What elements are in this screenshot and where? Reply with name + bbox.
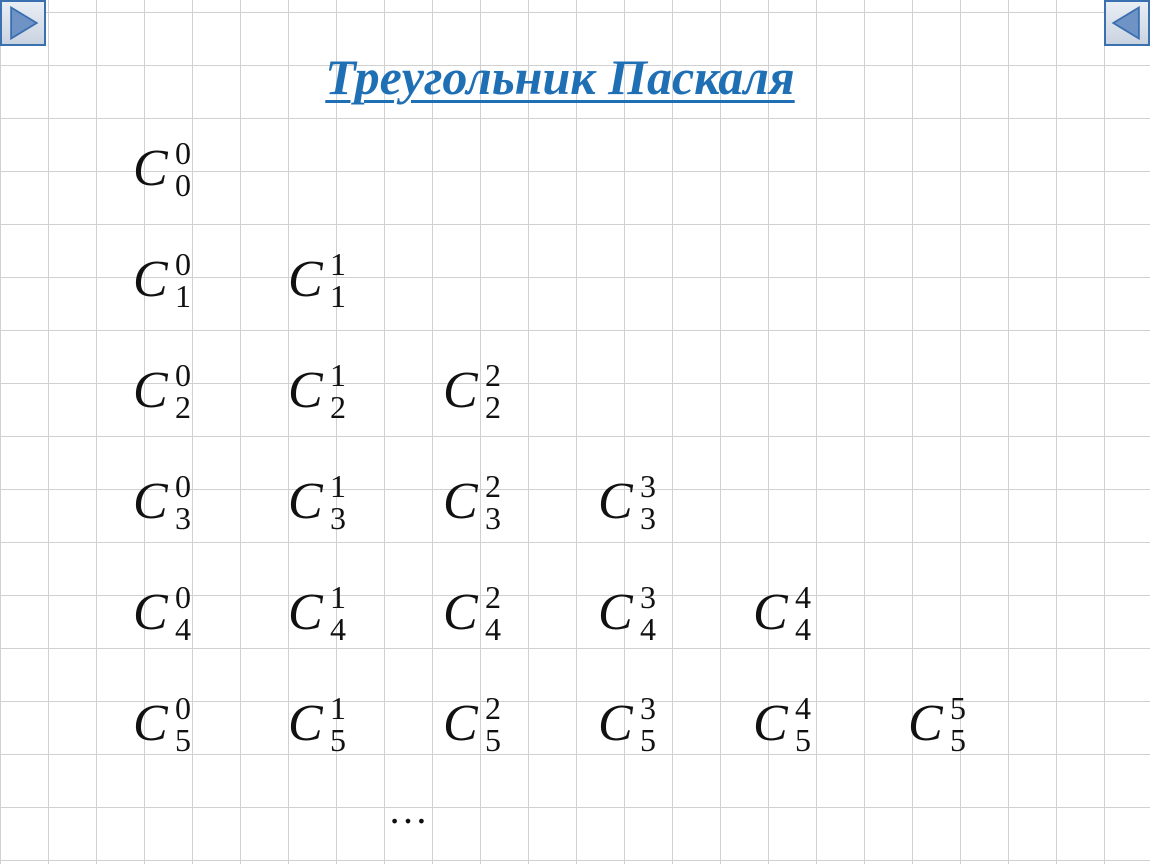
coefficient-superscript: 0 xyxy=(175,246,191,282)
coefficient-superscript: 0 xyxy=(175,579,191,615)
coefficient-letter: C xyxy=(133,695,168,752)
coefficient-letter: C xyxy=(133,140,168,197)
coefficient-superscript: 3 xyxy=(640,690,656,726)
binomial-coefficient xyxy=(133,135,223,223)
next-slide-button[interactable] xyxy=(0,0,46,46)
coefficient-subscript: 4 xyxy=(640,611,656,647)
coefficient-superscript: 2 xyxy=(485,468,501,504)
binomial-coefficient xyxy=(133,579,223,667)
coefficient-subscript: 4 xyxy=(330,611,346,647)
coefficient-subscript: 1 xyxy=(175,278,191,314)
binomial-coefficient xyxy=(133,468,223,556)
binomial-coefficient xyxy=(598,468,688,556)
coefficient-subscript: 2 xyxy=(330,389,346,425)
binomial-coefficient xyxy=(598,579,688,667)
coefficient-subscript: 0 xyxy=(175,167,191,203)
binomial-coefficient xyxy=(443,468,533,556)
coefficient-superscript: 0 xyxy=(175,135,191,171)
coefficient-letter: C xyxy=(598,584,633,641)
coefficient-subscript: 5 xyxy=(795,722,811,758)
binomial-coefficient xyxy=(133,246,223,334)
coefficient-superscript: 1 xyxy=(330,579,346,615)
binomial-coefficient xyxy=(443,579,533,667)
coefficient-superscript: 1 xyxy=(330,690,346,726)
binomial-coefficient xyxy=(443,357,533,445)
triangle-right-icon xyxy=(2,2,44,44)
coefficient-letter: C xyxy=(288,695,323,752)
coefficient-letter: C xyxy=(443,473,478,530)
binomial-coefficient xyxy=(753,579,843,667)
coefficient-letter: C xyxy=(133,473,168,530)
coefficient-superscript: 4 xyxy=(795,579,811,615)
binomial-coefficient xyxy=(908,690,998,778)
binomial-coefficient xyxy=(288,468,378,556)
coefficient-subscript: 1 xyxy=(330,278,346,314)
coefficient-superscript: 2 xyxy=(485,690,501,726)
coefficient-letter: C xyxy=(443,695,478,752)
coefficient-superscript: 1 xyxy=(330,357,346,393)
coefficient-letter: C xyxy=(753,584,788,641)
previous-slide-button[interactable] xyxy=(1104,0,1150,46)
coefficient-letter: C xyxy=(288,584,323,641)
coefficient-letter: C xyxy=(908,695,943,752)
coefficient-subscript: 2 xyxy=(175,389,191,425)
coefficient-subscript: 5 xyxy=(485,722,501,758)
coefficient-subscript: 3 xyxy=(175,500,191,536)
coefficient-letter: C xyxy=(753,695,788,752)
coefficient-subscript: 4 xyxy=(795,611,811,647)
coefficient-letter: C xyxy=(133,251,168,308)
coefficient-superscript: 0 xyxy=(175,690,191,726)
coefficient-superscript: 3 xyxy=(640,468,656,504)
binomial-coefficient xyxy=(753,690,843,778)
coefficient-letter: C xyxy=(598,473,633,530)
coefficient-letter: C xyxy=(288,251,323,308)
coefficient-subscript: 4 xyxy=(175,611,191,647)
coefficient-subscript: 5 xyxy=(640,722,656,758)
coefficient-superscript: 3 xyxy=(640,579,656,615)
coefficient-subscript: 5 xyxy=(175,722,191,758)
coefficient-superscript: 0 xyxy=(175,468,191,504)
coefficient-subscript: 5 xyxy=(330,722,346,758)
coefficient-subscript: 2 xyxy=(485,389,501,425)
continuation-ellipsis: … xyxy=(388,787,430,832)
coefficient-subscript: 5 xyxy=(950,722,966,758)
coefficient-subscript: 3 xyxy=(330,500,346,536)
binomial-coefficient xyxy=(288,357,378,445)
triangle-left-icon xyxy=(1106,2,1148,44)
coefficient-superscript: 0 xyxy=(175,357,191,393)
coefficient-letter: C xyxy=(598,695,633,752)
coefficient-superscript: 2 xyxy=(485,357,501,393)
coefficient-superscript: 1 xyxy=(330,246,346,282)
coefficient-subscript: 3 xyxy=(485,500,501,536)
binomial-coefficient xyxy=(443,690,533,778)
binomial-coefficient xyxy=(133,690,223,778)
coefficient-letter: C xyxy=(133,584,168,641)
coefficient-subscript: 4 xyxy=(485,611,501,647)
coefficient-superscript: 1 xyxy=(330,468,346,504)
coefficient-letter: C xyxy=(288,473,323,530)
binomial-coefficient xyxy=(288,246,378,334)
binomial-coefficient xyxy=(288,579,378,667)
binomial-coefficient xyxy=(598,690,688,778)
binomial-coefficient xyxy=(288,690,378,778)
coefficient-superscript: 2 xyxy=(485,579,501,615)
coefficient-letter: C xyxy=(443,584,478,641)
coefficient-letter: C xyxy=(133,362,168,419)
coefficient-letter: C xyxy=(443,362,478,419)
page-title: Треугольник Паскаля xyxy=(325,49,795,105)
coefficient-superscript: 5 xyxy=(950,690,966,726)
coefficient-superscript: 4 xyxy=(795,690,811,726)
coefficient-letter: C xyxy=(288,362,323,419)
binomial-coefficient xyxy=(133,357,223,445)
coefficient-subscript: 3 xyxy=(640,500,656,536)
